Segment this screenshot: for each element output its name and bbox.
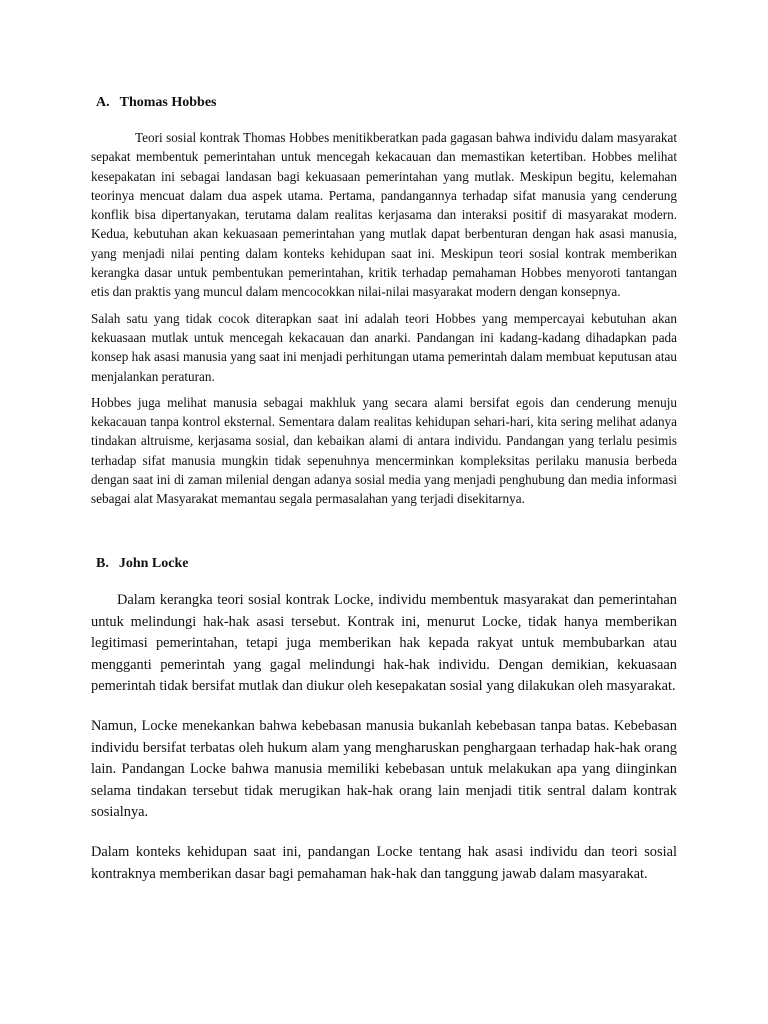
section-john-locke — [91, 590, 677, 903]
heading-john-locke — [91, 555, 188, 573]
heading-title: Thomas Hobbes — [119, 95, 217, 110]
paragraph: Hobbes juga melihat manusia sebagai makhluk yang secara alami bersifat egois dan cenderung menuju kekacauan tanpa kontrol eksternal. Sementara dalam realitas kehidupan sehari-hari, kita sering melihat adanya tindakan altruisme, kerjasama sosial, dan kebaikan alami di antara individu. Pandangan yang terlalu pesimis terhadap sifat manusia mungkin tidak sepenuhnya mencerminkan kompleksitas perilaku manusia berbeda dengan saat ini di zaman milenial dengan adanya sosial media yang menjadi penghubung dan media informasi sebagai alat Masyarakat memantau segala permasalahan yang terjadi disekitarnya. — [91, 394, 677, 507]
paragraph: Namun, Locke menekankan bahwa kebebasan manusia bukanlah kebebasan tanpa batas. Kebebasan individu bersifat terbatas oleh hukum alam yang mengharuskan penghargaan terhadap hak-hak orang lain. Pandangan Locke bahwa manusia memiliki kebebasan untuk melakukan apa yang diinginkan selama tindakan tersebut tidak merugikan hak-hak orang lain menjadi titik sentral dalam kontrak sosialnya. — [91, 717, 677, 821]
paragraph: Dalam konteks kehidupan saat ini, pandangan Locke tentang hak asasi individu dan teori sosial kontraknya memberikan dasar bagi pemahaman hak-hak dan tanggung jawab dalam masyarakat. — [91, 843, 677, 882]
heading-letter: B. — [96, 556, 109, 571]
heading-title: John Locke — [118, 556, 189, 571]
paragraph: Dalam kerangka teori sosial kontrak Locke, individu membentuk masyarakat dan pemerintahan untuk melindungi hak-hak asasi tersebut. Kontrak ini, menurut Locke, tidak hanya memberikan legitimasi pemerintahan, tetapi juga memberikan hak kepada rakyat untuk membubarkan atau mengganti pemerintah yang gagal melindungi hak-hak individu. Dengan demikian, kekuasaan pemerintah tidak bersifat mutlak dan diukur oleh kesepakatan sosial yang dilakukan oleh masyarakat. — [91, 592, 677, 695]
heading-thomas-hobbes — [91, 94, 216, 112]
paragraph: Salah satu yang tidak cocok diterapkan saat ini adalah teori Hobbes yang mempercayai kebutuhan akan kekuasaan mutlak untuk mencegah kekacauan dan anarki. Pandangan ini kadang-kadang dihadapkan pada konsep hak asasi manusia yang saat ini menjadi perhitungan utama pemerintah dalam membuat keputusan atau menjalankan peraturan. — [91, 310, 677, 384]
paragraph: Teori sosial kontrak Thomas Hobbes menitikberatkan pada gagasan bahwa individu dalam masyarakat sepakat membentuk pemerintahan untuk mencegah kekacauan dan memastikan ketertiban. Hobbes melihat kesepakatan ini sebagai landasan bagi kekuasaan pemerintahan yang mutlak. Meskipun begitu, kelemahan teorinya mencuat dalam dua aspek utama. Pertama, pandangannya terhadap sifat manusia yang cenderung konflik bisa dipertanyakan, terutama dalam realitas kerjasama dan interaksi positif di masyarakat modern. Kedua, kebutuhan akan kekuasaan pemerintahan yang mutlak dapat berbenturan dengan hak asasi manusia, yang menjadi nilai penting dalam konteks kehidupan saat ini. Meskipun teori sosial kontrak memberikan kerangka dasar untuk pembentukan pemerintahan, kritik terhadap pemahaman Hobbes menyoroti tantangan etis dan praktis yang muncul dalam mencocokkan nilai-nilai masyarakat modern dengan konsepnya. — [91, 130, 677, 300]
section-thomas-hobbes — [91, 128, 677, 516]
heading-letter: A. — [96, 95, 110, 110]
